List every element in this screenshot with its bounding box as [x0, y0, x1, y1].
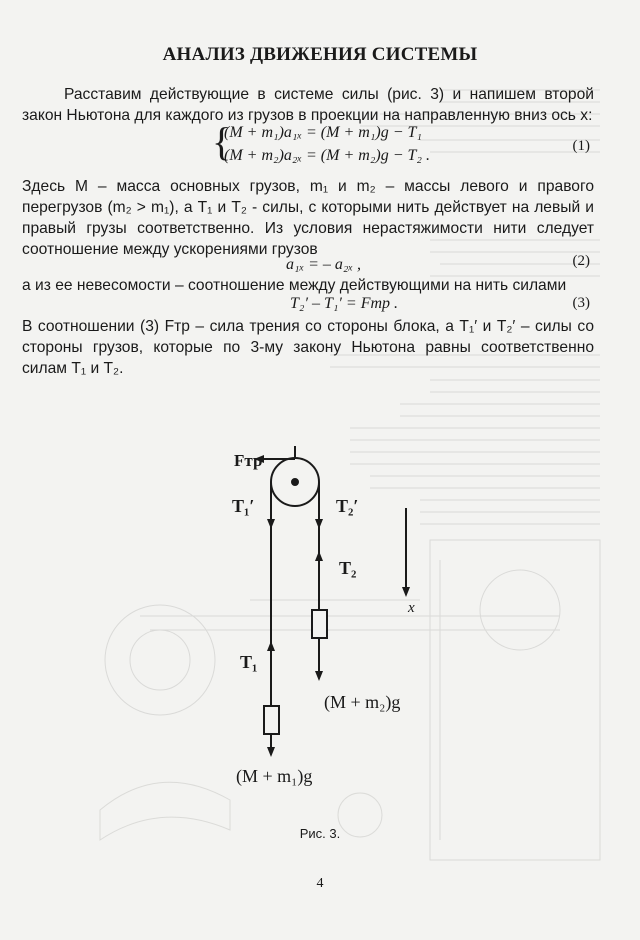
weightless-thread-paragraph: а из ее невесомости – соотношение между действующими на нить силами	[22, 277, 567, 294]
figure-caption: Рис. 3.	[299, 826, 341, 841]
intro-paragraph: Расставим действующие в системе силы (рис. 3) и напишем второй закон Ньютона для каждого из грузов в проекции на направленную вниз ось x:	[22, 86, 594, 124]
equation-2: a₁ₓ = – a₂ₓ ,	[286, 256, 362, 273]
axis-label: x	[408, 600, 415, 616]
equation-1-line-1: (M + m₁)a₁ₓ = (M + m₁)g − T₁	[224, 124, 422, 141]
t2-label: T₂	[339, 558, 357, 578]
relation-paragraph: В соотношении (3) Fтр – сила трения со стороны блока, а T₁′ и T₂′ – силы со стороны грузов, которые по 3-му закону Ньютона равны соответственно силам T₁ и T₂.	[22, 318, 594, 377]
pulley-axle	[292, 479, 298, 485]
right-weight	[312, 610, 327, 638]
equation-2-number: (2)	[572, 253, 590, 269]
system-brace: {	[212, 119, 232, 164]
friction-label: Fтр	[234, 451, 263, 470]
explanation-paragraph: Здесь M – масса основных грузов, m₁ и m₂ – массы левого и правого перегрузов (m₂ > m₁), а T₁ и T₂ - силы, с которыми нить действует на левый и правый грузы соответственно. Из условия нерастяжимости нити следует соотношение между ускорениями грузов	[22, 178, 594, 258]
left-weight	[264, 706, 279, 734]
equation-3: T₂′ – T₁′ = Fтр .	[290, 295, 399, 312]
page-number: 4	[316, 876, 324, 891]
page-title: АНАЛИЗ ДВИЖЕНИЯ СИСТЕМЫ	[162, 44, 478, 65]
t1-label: T₁	[240, 652, 258, 672]
equation-1-line-2: (M + m₂)a₂ₓ = (M + m₂)g − T₂ .	[224, 147, 430, 164]
equation-1-number: (1)	[572, 138, 590, 154]
t2-prime-label: T₂′	[336, 496, 359, 516]
equation-3-number: (3)	[572, 295, 590, 311]
weight-left-label: (M + m₁)g	[236, 766, 313, 786]
weight-right-label: (M + m₂)g	[324, 692, 401, 712]
t1-prime-label: T₁′	[232, 496, 255, 516]
